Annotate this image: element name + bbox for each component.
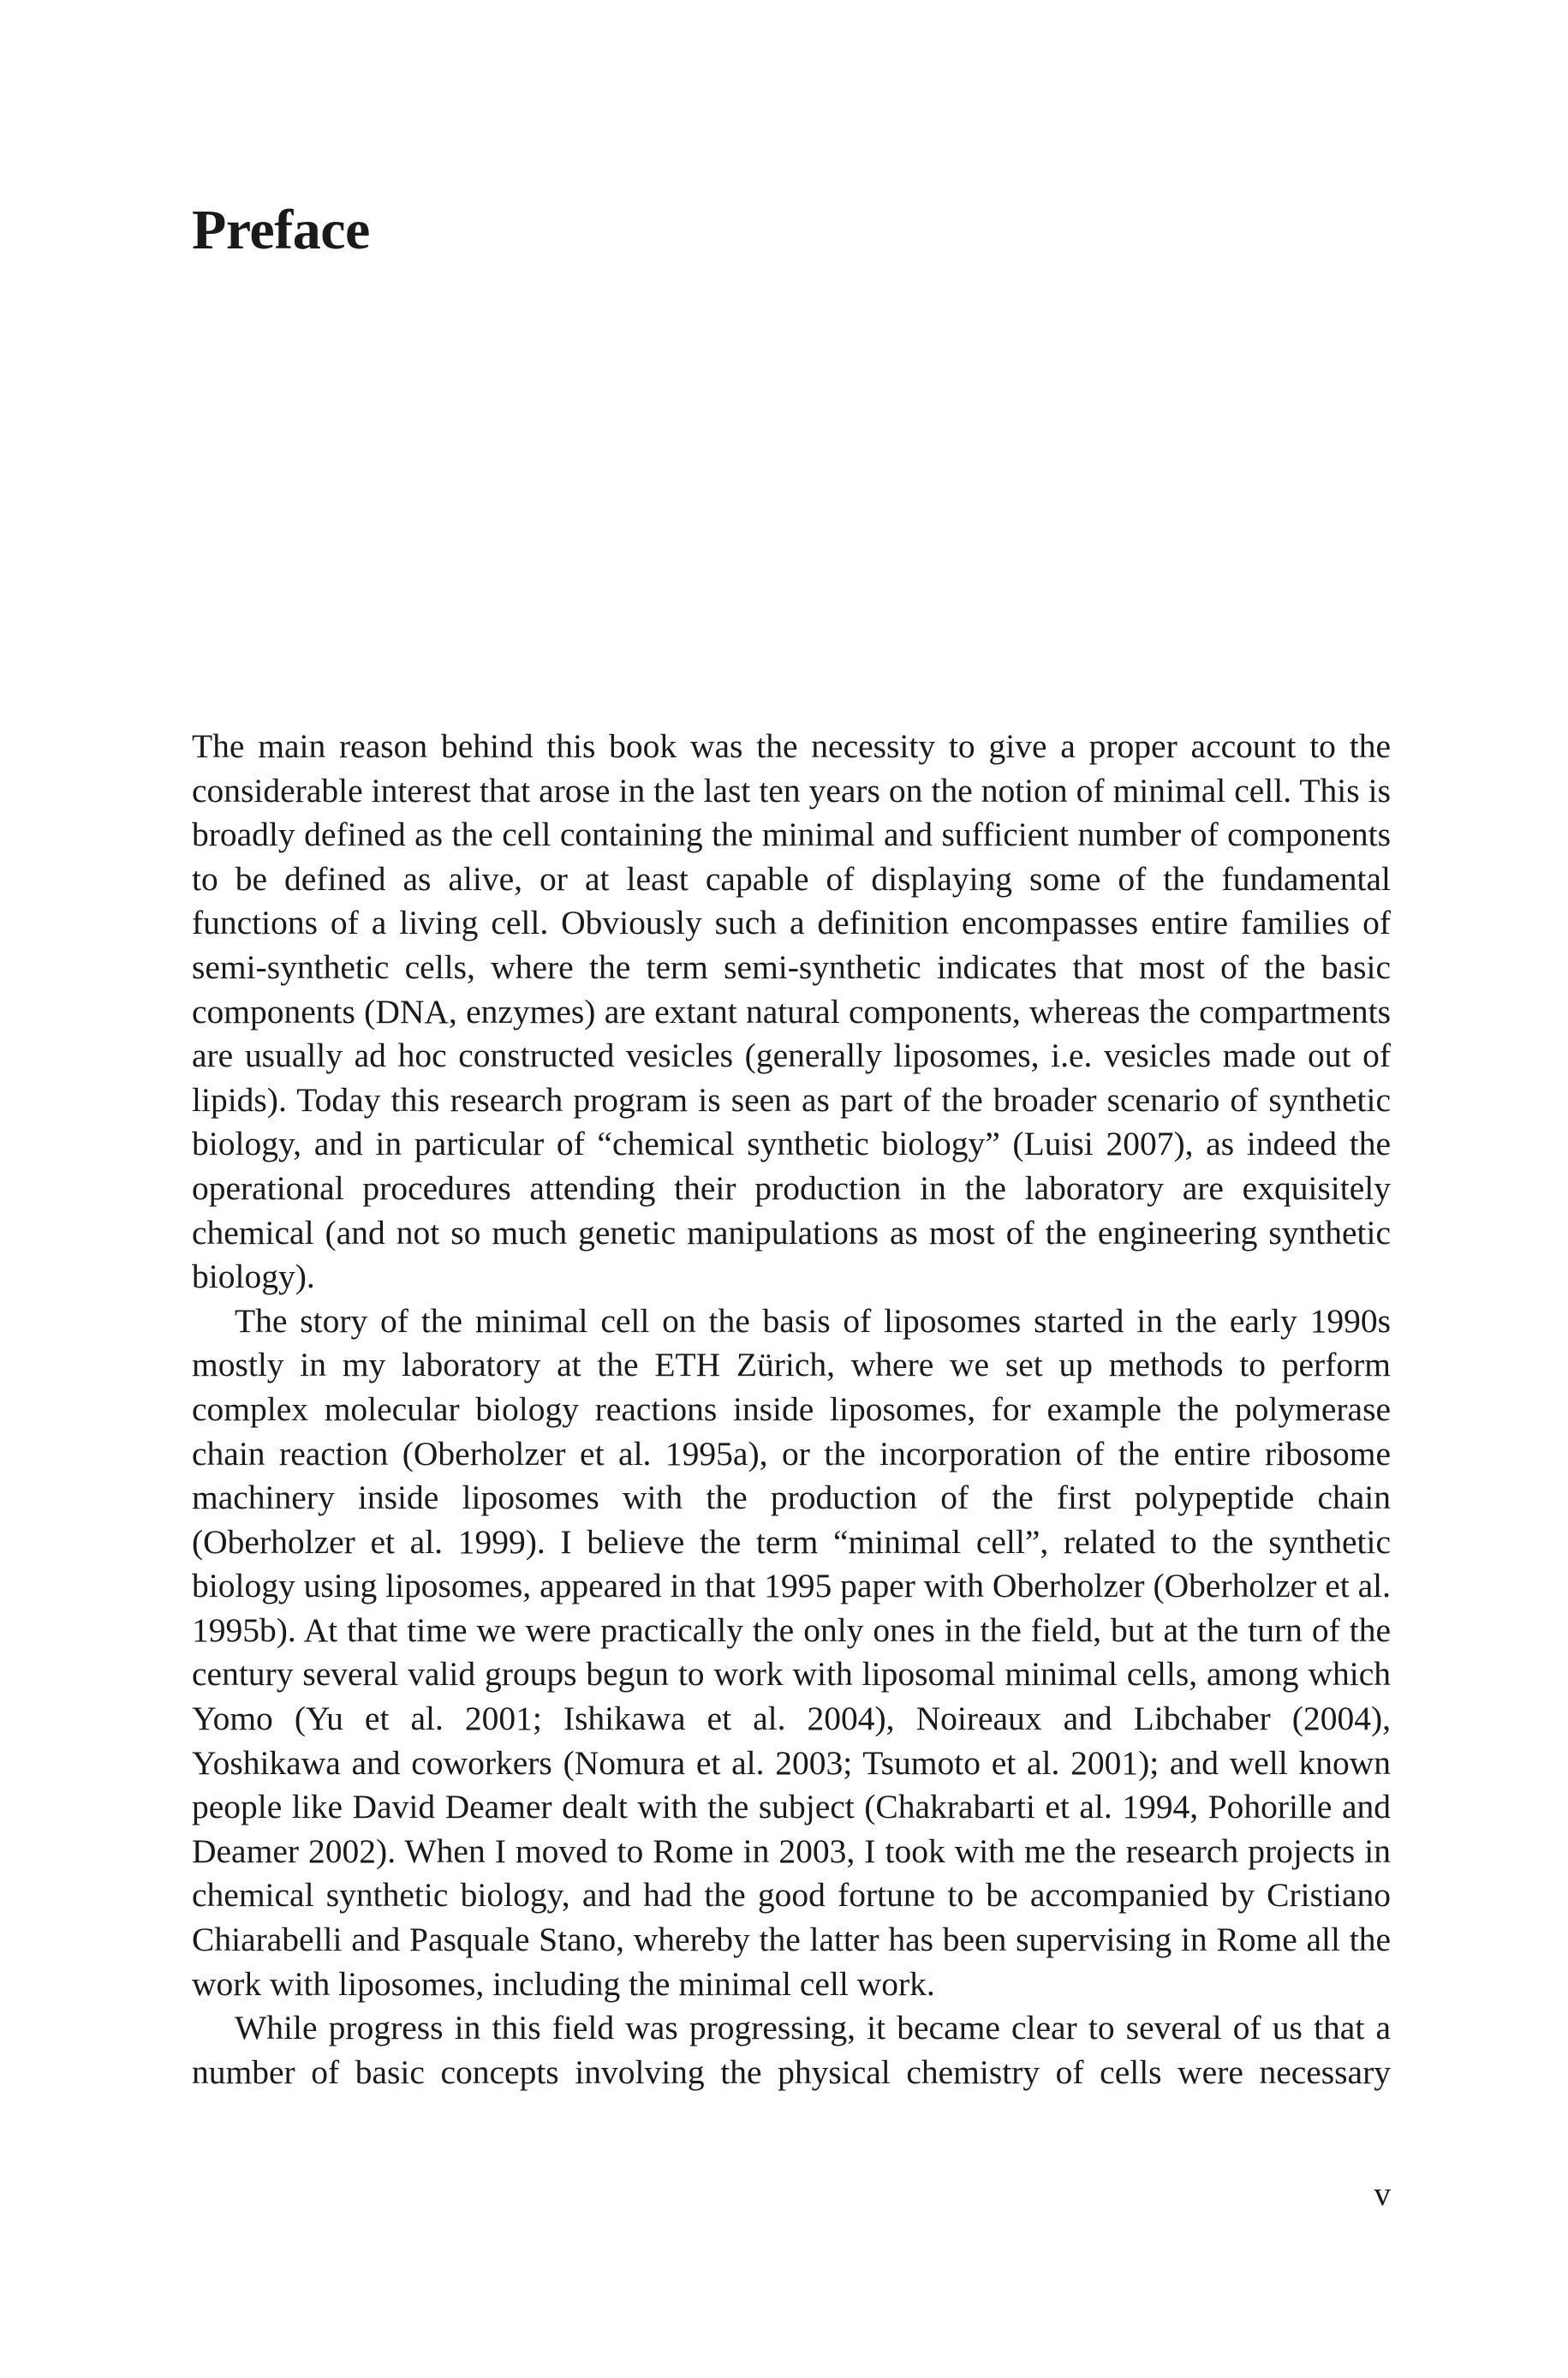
paragraph-1: The main reason behind this book was the necessity to give a proper account to the considerable interest that arose in the last ten years on the notion of minimal cell. This is broadly defined as the cell containing the minimal and sufficient number of components to be defined as alive, or at least capable of displaying some of the fundamental functions of a living cell. Obviously such a definition encompasses entire families of semi-synthetic cells, where the term semi-synthetic indicates that most of the basic components (DNA, enzymes) are extant natural components, whereas the compartments are usually ad hoc constructed vesicles (generally liposomes, i.e. vesicles made out of lipids). Today this research program is seen as part of the broader scenario of synthetic biology, and in particular of “chemical synthetic biology” (Luisi 2007), as indeed the operational procedures attending their production in the laboratory are exquisitely chemical (and not so much genetic manipulations as most of the engineering synthetic biology). bbox=[192, 727, 1391, 1296]
chapter-title: Preface bbox=[192, 199, 370, 261]
page-number: v bbox=[1374, 2176, 1391, 2213]
paragraph-2: The story of the minimal cell on the basis of liposomes started in the early 1990s mostly in my laboratory at the ETH Zürich, where we set up methods to perform complex molecular biology reactions inside liposomes, for example the polymerase chain reaction (Oberholzer et al. 1995a), or the incorporation of the entire ribosome machinery inside liposomes with the production of the first polypeptide chain (Oberholzer et al. 1999). I believe the term “minimal cell”, related to the synthetic biology using liposomes, appeared in that 1995 paper with Oberholzer (Oberholzer et al. 1995b). At that time we were practically the only ones in the field, but at the turn of the century several valid groups begun to work with liposomal minimal cells, among which Yomo (Yu et al. 2001; Ishikawa et al. 2004), Noireaux and Libchaber (2004), Yoshikawa and coworkers (Nomura et al. 2003; Tsumoto et al. 2001); and well known people like David Deamer dealt with the subject (Chakrabarti et al. 1994, Pohorille and Deamer 2002). When I moved to Rome in 2003, I took with me the research projects in chemical synthetic biology, and had the good fortune to be accompanied by Cristiano Chiarabelli and Pasquale Stano, whereby the latter has been supervising in Rome all the work with liposomes, including the minimal cell work. bbox=[192, 1301, 1391, 2003]
paragraph-3: While progress in this field was progressing, it became clear to several of us that a number of basic concepts involving the physical chemistry of cells were necessary bbox=[192, 2009, 1391, 2091]
body-text bbox=[192, 725, 1391, 2094]
